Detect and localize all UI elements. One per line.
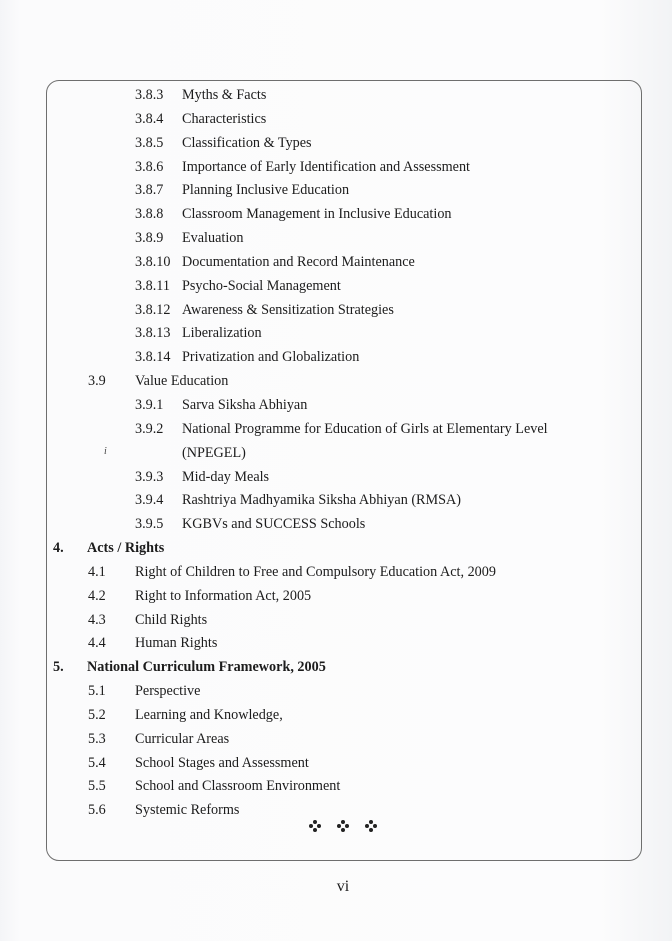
toc-section-number: 5.4 [88, 754, 106, 771]
toc-section [0, 728, 672, 752]
toc-entry-title: Sarva Siksha Abhiyan [182, 396, 308, 413]
toc-section-title: School Stages and Assessment [135, 754, 309, 771]
toc-section-title: Right to Information Act, 2005 [135, 587, 312, 604]
toc-entry-title: Psycho-Social Management [182, 277, 341, 294]
toc-chapter-title: National Curriculum Framework, 2005 [87, 659, 326, 676]
toc-section [0, 680, 672, 704]
toc-entry-title: Documentation and Record Maintenance [182, 253, 415, 270]
toc-section-title: School and Classroom Environment [135, 778, 341, 795]
toc-section-number: 5.6 [88, 802, 106, 819]
toc-entry-number: 3.8.12 [135, 301, 171, 318]
toc-entry-title: National Programme for Education of Girls at Elementary Level [182, 420, 548, 437]
toc-entry-title: KGBVs and SUCCESS Schools [182, 516, 366, 533]
toc-entry [0, 275, 672, 299]
toc-entry-title: Planning Inclusive Education [182, 182, 350, 199]
toc-entry-number: 3.8.5 [135, 134, 164, 151]
toc-entry-title: Classification & Types [182, 134, 312, 151]
toc-entry-number: 3.9.4 [135, 492, 164, 509]
toc-entry-title: Characteristics [182, 110, 267, 127]
toc-entry-continuation [0, 442, 672, 466]
toc-section-title: Curricular Areas [135, 730, 230, 747]
toc-chapter-number: 4. [53, 540, 64, 557]
toc-entry-title: Myths & Facts [182, 87, 267, 103]
toc-entry [0, 466, 672, 490]
toc-entry-number: 3.9.2 [135, 420, 164, 437]
toc-entry [0, 346, 672, 370]
toc-entry [0, 513, 672, 537]
toc-chapter [0, 537, 672, 561]
toc-section-title: Child Rights [135, 611, 208, 628]
toc-section-title: Right of Children to Free and Compulsory Education Act, 2009 [135, 563, 496, 580]
toc-entry-number: 3.9.3 [135, 468, 164, 485]
toc-entry-title-continued: (NPEGEL) [182, 444, 246, 461]
toc-entry-number: 3.8.11 [135, 277, 170, 294]
page-number: vi [336, 878, 350, 895]
toc-entry-number: 3.8.8 [135, 206, 164, 223]
toc-section-number: 4.1 [88, 563, 106, 580]
toc-section [0, 704, 672, 728]
toc-section [0, 370, 672, 394]
toc-chapter [0, 656, 672, 680]
toc-entry-number: 3.8.10 [135, 253, 171, 270]
toc-entry-title: Liberalization [182, 325, 262, 342]
toc-entry [0, 299, 672, 323]
toc-section-title: Learning and Knowledge, [135, 706, 283, 723]
toc-section [0, 775, 672, 799]
toc-section [0, 752, 672, 776]
toc-entry-number: 3.9.1 [135, 396, 164, 413]
toc-entry [0, 108, 672, 132]
toc-chapter-title: Acts / Rights [87, 540, 165, 557]
toc-section-number: 3.9 [88, 373, 106, 390]
toc-section-number: 4.4 [88, 635, 106, 652]
toc-section-title: Value Education [135, 373, 229, 390]
toc-section [0, 632, 672, 656]
toc-entry-title: Mid-day Meals [182, 468, 270, 485]
toc-chapter-number: 5. [53, 659, 64, 676]
toc-entry-number: 3.8.9 [135, 230, 164, 247]
end-of-section-ornaments [307, 818, 379, 834]
toc-entry-number: 3.9.5 [135, 516, 164, 533]
toc-section-title: Human Rights [135, 635, 218, 652]
toc-entry [0, 203, 672, 227]
toc-entry-number: 3.8.4 [135, 110, 164, 127]
toc-entry-number: 3.8.14 [135, 349, 171, 366]
toc-section [0, 585, 672, 609]
toc-section-number: 4.2 [88, 587, 106, 604]
toc-entry [0, 394, 672, 418]
toc-entry [0, 179, 672, 203]
diamond-ornament-icon [335, 818, 351, 834]
toc-entry [0, 322, 672, 346]
toc-entry-title: Importance of Early Identification and Assessment [182, 158, 470, 175]
toc-section-number: 5.2 [88, 706, 106, 723]
toc-section-number: 4.3 [88, 611, 106, 628]
toc-section [0, 561, 672, 585]
toc-entry [0, 227, 672, 251]
toc-entry [0, 84, 672, 108]
table-of-contents [0, 84, 672, 823]
toc-entry [0, 132, 672, 156]
diamond-ornament-icon [363, 818, 379, 834]
toc-section [0, 609, 672, 633]
diamond-ornament-icon [307, 818, 323, 834]
toc-entry [0, 251, 672, 275]
toc-entry-title: Awareness & Sensitization Strategies [182, 301, 394, 318]
toc-section-title: Systemic Reforms [135, 802, 240, 819]
toc-entry-title: Classroom Management in Inclusive Education [182, 206, 452, 223]
toc-entry [0, 156, 672, 180]
toc-section-number: 5.1 [88, 683, 106, 700]
toc-entry-title: Evaluation [182, 230, 244, 247]
toc-entry [0, 418, 672, 442]
toc-section-number: 5.3 [88, 730, 106, 747]
toc-entry-number: 3.8.3 [135, 87, 164, 103]
toc-section-title: Perspective [135, 683, 201, 700]
toc-entry-number: 3.8.6 [135, 158, 164, 175]
toc-entry-number: 3.8.7 [135, 182, 164, 199]
stray-print-mark: i [104, 446, 107, 457]
toc-entry-title: Privatization and Globalization [182, 349, 360, 366]
toc-entry-title: Rashtriya Madhyamika Siksha Abhiyan (RMSA) [182, 492, 461, 509]
toc-section-number: 5.5 [88, 778, 106, 795]
toc-entry-number: 3.8.13 [135, 325, 171, 342]
toc-entry [0, 489, 672, 513]
